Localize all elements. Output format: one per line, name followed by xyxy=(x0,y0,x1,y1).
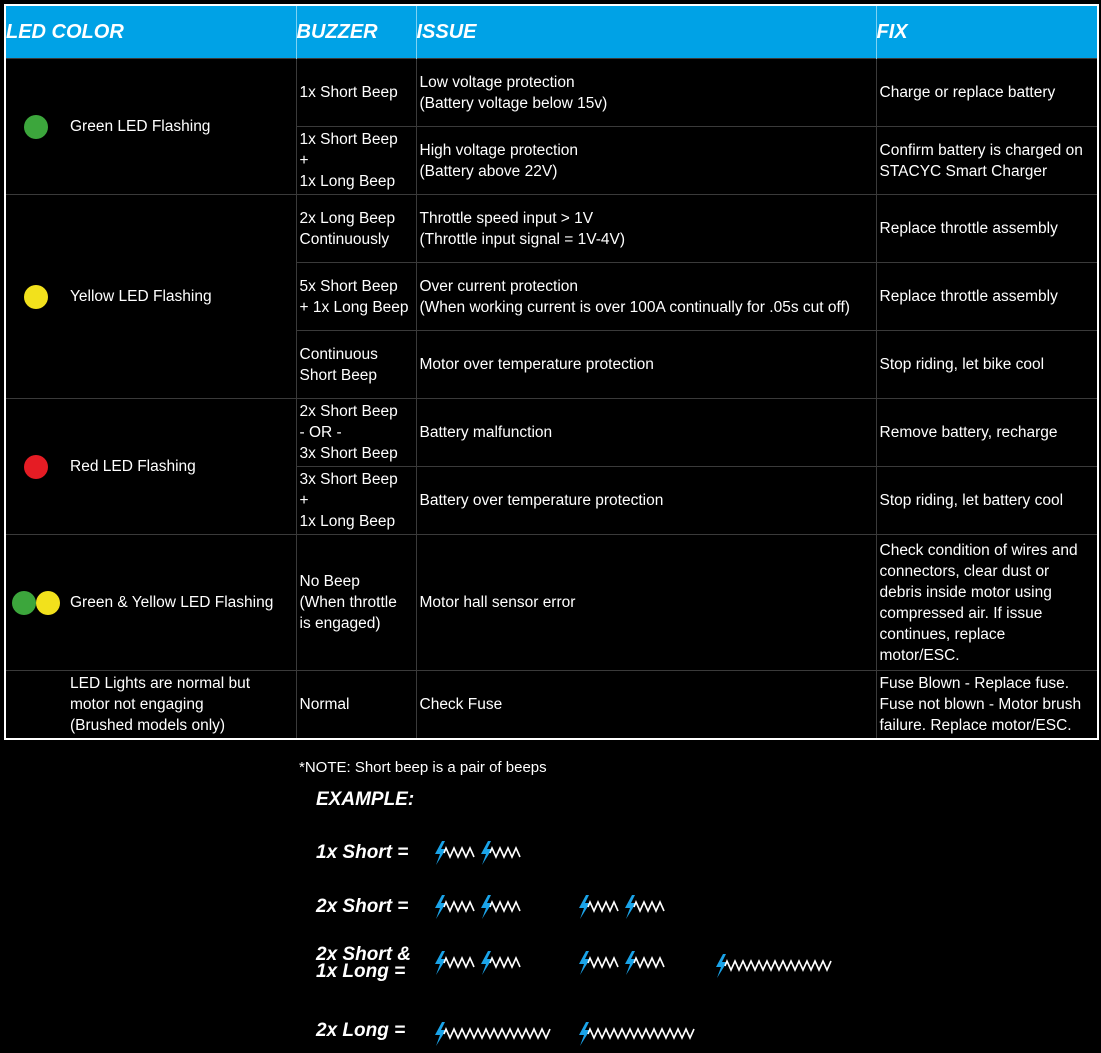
buzzer-cell-line: 2x Short Beep xyxy=(299,403,398,420)
buzzer-cell-line: 1x Short Beep xyxy=(299,84,398,101)
issue-cell-line: (Battery above 22V) xyxy=(419,162,558,180)
beep-wave-icon xyxy=(444,902,474,911)
fix-cell-line: Remove battery, recharge xyxy=(879,424,1058,441)
table-body xyxy=(5,59,1098,739)
beep-wave-icon xyxy=(490,902,520,911)
green-led-dot-icon xyxy=(24,115,48,139)
buzzer-cell-line: Short Beep xyxy=(299,366,378,384)
example-label-line: 1x Short = xyxy=(316,842,409,863)
buzzer-cell-line: Continuous xyxy=(299,345,378,363)
buzzer-cell xyxy=(296,671,416,739)
buzzer-cell-line: (When throttle xyxy=(299,594,397,611)
buzzer-cell-line: 3x Short Beep xyxy=(299,445,398,462)
fix-cell-line: Replace throttle assembly xyxy=(879,288,1058,305)
buzzer-cell-line: Normal xyxy=(299,695,350,713)
beep-wave-icon xyxy=(444,958,474,967)
header-fix: FIX xyxy=(876,5,1098,59)
buzzer-cell xyxy=(296,399,416,467)
short-beep-icon xyxy=(433,950,529,976)
note-text: *NOTE: Short beep is a pair of beeps xyxy=(299,759,547,776)
buzzer-cell-line: 1x Short Beep xyxy=(299,131,398,148)
issue-cell-line: Battery over temperature protection xyxy=(419,492,664,509)
led-indicator xyxy=(6,285,66,309)
buzzer-cell-line: 2x Long Beep xyxy=(299,209,396,227)
red-led-dot-icon xyxy=(24,455,48,479)
fix-cell-line: Stop riding, let bike cool xyxy=(879,356,1045,373)
header-buzzer: BUZZER xyxy=(296,5,416,59)
beep-wave-icon xyxy=(588,902,618,911)
issue-cell xyxy=(416,331,876,399)
fix-cell-line: Replace throttle assembly xyxy=(879,220,1058,237)
buzzer-cell-line: 1x Long Beep xyxy=(299,513,396,530)
issue-cell xyxy=(416,535,876,671)
fix-cell-line: Charge or replace battery xyxy=(879,84,1056,101)
fix-cell-line: Stop riding, let battery cool xyxy=(879,492,1064,509)
example-label-line: 2x Long = xyxy=(316,1020,406,1041)
fix-cell-line: continues, replace xyxy=(879,625,1006,643)
issue-cell xyxy=(416,59,876,127)
fix-cell-line: failure. Replace motor/ESC. xyxy=(879,716,1072,734)
fix-cell xyxy=(876,127,1098,195)
led-color-cell xyxy=(5,195,296,399)
beep-wave-icon xyxy=(490,848,520,857)
led-indicator xyxy=(6,115,66,139)
issue-cell xyxy=(416,195,876,263)
example-label-line: 1x Long = xyxy=(316,961,406,982)
buzzer-cell-line: + xyxy=(299,492,309,509)
fix-cell-line: Check condition of wires and xyxy=(879,541,1078,559)
buzzer-cell-line: - OR - xyxy=(299,424,342,441)
issue-cell xyxy=(416,671,876,739)
buzzer-cell-line: 1x Long Beep xyxy=(299,173,396,190)
example-label xyxy=(316,898,408,915)
buzzer-cell xyxy=(296,127,416,195)
buzzer-cell-line: + 1x Long Beep xyxy=(299,298,409,316)
example-label-line: 2x Short = xyxy=(316,896,409,917)
led-color-label-line: LED Lights are normal but xyxy=(70,674,251,692)
long-beep-icon xyxy=(577,1021,701,1047)
example-label-line: 2x Short & xyxy=(316,944,412,965)
fix-cell xyxy=(876,195,1098,263)
led-indicator xyxy=(6,455,66,479)
issue-cell-line: Check Fuse xyxy=(419,695,503,713)
beep-wave-icon xyxy=(725,961,831,970)
issue-cell-line: (Battery voltage below 15v) xyxy=(419,94,608,112)
buzzer-cell xyxy=(296,195,416,263)
issue-cell-line: Motor over temperature protection xyxy=(419,356,654,373)
buzzer-cell xyxy=(296,535,416,671)
short-beep-icon xyxy=(577,894,673,920)
buzzer-cell-line: Continuously xyxy=(299,230,390,248)
issue-cell-line: Motor hall sensor error xyxy=(419,594,576,611)
yellow-led-dot-icon xyxy=(24,285,48,309)
beep-wave-icon xyxy=(634,902,664,911)
led-color-label: Red LED Flashing xyxy=(70,458,196,475)
fix-cell xyxy=(876,535,1098,671)
yellow-led-dot-icon xyxy=(36,591,60,615)
issue-cell-line: Over current protection xyxy=(419,277,579,295)
buzzer-cell-line: is engaged) xyxy=(299,615,381,632)
issue-cell-line: (Throttle input signal = 1V-4V) xyxy=(419,230,625,248)
led-color-cell xyxy=(5,59,296,195)
issue-cell xyxy=(416,127,876,195)
led-color-cell xyxy=(5,671,296,739)
example-title: EXAMPLE: xyxy=(316,789,415,810)
green-led-dot-icon xyxy=(12,591,36,615)
example-label xyxy=(316,1022,405,1039)
issue-cell-line: High voltage protection xyxy=(419,141,579,159)
buzzer-cell-line: 3x Short Beep xyxy=(299,471,398,488)
beep-wave-icon xyxy=(490,958,520,967)
table-header-row xyxy=(5,5,1098,59)
header-issue: ISSUE xyxy=(416,5,876,59)
example-label xyxy=(316,946,411,980)
buzzer-cell xyxy=(296,263,416,331)
example-label xyxy=(316,844,408,861)
led-color-label: Yellow LED Flashing xyxy=(70,288,212,305)
fix-cell-line: Fuse Blown - Replace fuse. xyxy=(879,674,1070,692)
fix-cell-line: compressed air. If issue xyxy=(879,604,1043,622)
table-row xyxy=(5,671,1098,739)
fix-cell-line: connectors, clear dust or xyxy=(879,562,1050,580)
issue-cell xyxy=(416,263,876,331)
led-color-label-line: (Brushed models only) xyxy=(70,716,226,734)
beep-wave-icon xyxy=(444,848,474,857)
long-beep-icon xyxy=(714,953,838,979)
table-row xyxy=(5,399,1098,467)
long-beep-icon xyxy=(433,1021,557,1047)
short-beep-icon xyxy=(577,950,673,976)
table-row xyxy=(5,535,1098,671)
beep-wave-icon xyxy=(634,958,664,967)
issue-cell-line: (When working current is over 100A continually for .05s cut off) xyxy=(419,298,850,316)
led-color-label-line: motor not engaging xyxy=(70,695,204,713)
led-color-label xyxy=(66,673,250,736)
fix-cell xyxy=(876,671,1098,739)
led-indicator xyxy=(6,591,66,615)
fix-cell-line: debris inside motor using xyxy=(879,583,1052,601)
short-beep-icon xyxy=(433,894,529,920)
fix-cell-line: Confirm battery is charged on xyxy=(879,141,1083,159)
fix-cell xyxy=(876,59,1098,127)
beep-wave-icon xyxy=(588,1029,694,1038)
header-led-color: LED COLOR xyxy=(5,5,296,59)
troubleshooting-table xyxy=(4,4,1099,740)
fix-cell xyxy=(876,263,1098,331)
led-color-cell xyxy=(5,535,296,671)
issue-cell-line: Low voltage protection xyxy=(419,73,575,91)
led-color-label: Green LED Flashing xyxy=(70,118,211,135)
fix-cell-line: STACYC Smart Charger xyxy=(879,162,1048,180)
beep-wave-icon xyxy=(444,1029,550,1038)
buzzer-cell xyxy=(296,59,416,127)
fix-cell-line: motor/ESC. xyxy=(879,646,960,664)
led-color-label: Green & Yellow LED Flashing xyxy=(70,594,274,611)
table-row xyxy=(5,195,1098,263)
led-color-cell xyxy=(5,399,296,535)
buzzer-cell-line: + xyxy=(299,152,309,169)
buzzer-cell-line: 5x Short Beep xyxy=(299,277,398,295)
beep-wave-icon xyxy=(588,958,618,967)
buzzer-cell xyxy=(296,331,416,399)
fix-cell xyxy=(876,399,1098,467)
fix-cell-line: Fuse not blown - Motor brush xyxy=(879,695,1082,713)
issue-cell-line: Throttle speed input > 1V xyxy=(419,209,594,227)
issue-cell xyxy=(416,399,876,467)
buzzer-cell-line: No Beep xyxy=(299,573,360,590)
issue-cell-line: Battery malfunction xyxy=(419,424,553,441)
short-beep-icon xyxy=(433,840,529,866)
buzzer-cell xyxy=(296,467,416,535)
fix-cell xyxy=(876,331,1098,399)
issue-cell xyxy=(416,467,876,535)
fix-cell xyxy=(876,467,1098,535)
table-row xyxy=(5,59,1098,127)
